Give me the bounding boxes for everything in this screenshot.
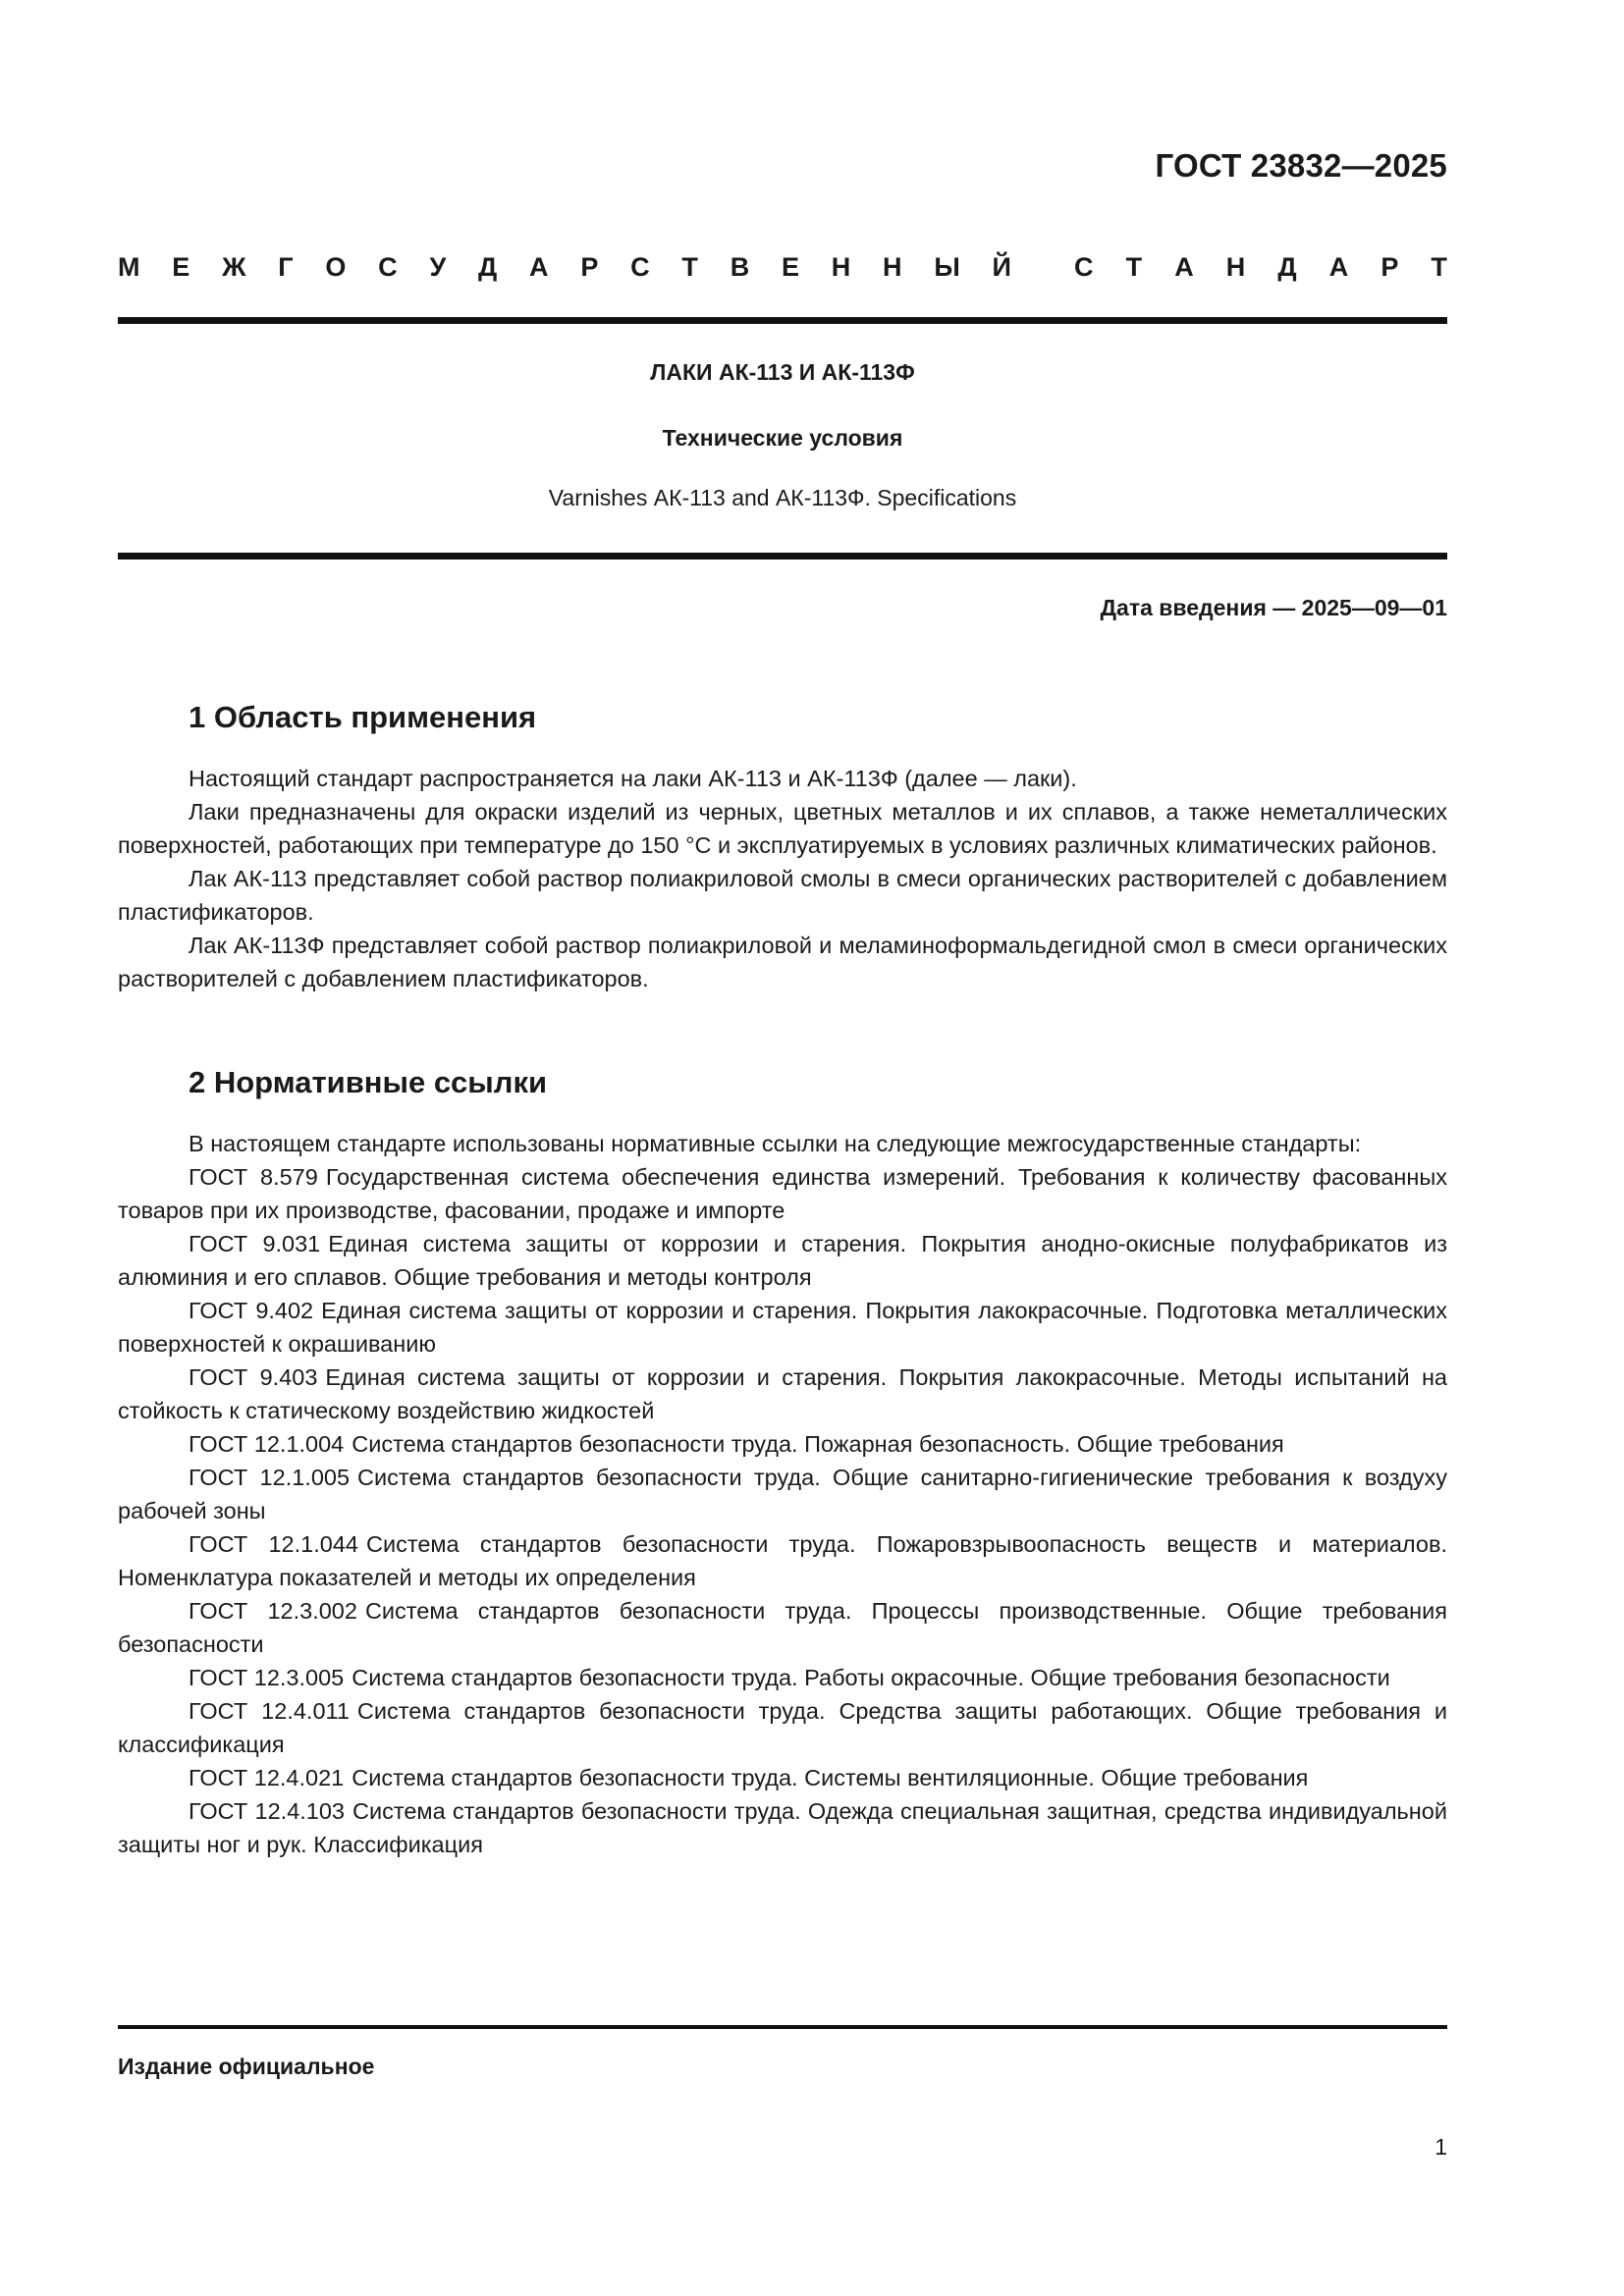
- banner-letter: О: [325, 252, 347, 282]
- banner-letter: Д: [1277, 252, 1297, 282]
- banner-letter: Н: [831, 252, 851, 282]
- section-scope-body: [118, 762, 1447, 995]
- reference-code: ГОСТ 9.403: [189, 1364, 318, 1390]
- reference-title: Система стандартов безопасности труда. Пожарная безопасность. Общие требования: [352, 1431, 1284, 1457]
- banner-letter: У: [429, 252, 447, 282]
- banner-letter: Д: [478, 252, 498, 282]
- section-heading-scope: 1 Область применения: [189, 700, 537, 734]
- interstate-standard-banner: [118, 252, 1447, 283]
- banner-letter: Р: [1380, 252, 1399, 282]
- banner-letter: Н: [883, 252, 902, 282]
- reference-item: [118, 1661, 1447, 1694]
- paragraph: Лак АК-113 представляет собой раствор полиакриловой смолы в смеси органических растворителей с добавлением пластификаторов.: [118, 866, 1447, 925]
- banner-letter: Ж: [222, 252, 246, 282]
- banner-letter: Е: [172, 252, 190, 282]
- reference-item: [118, 1761, 1447, 1794]
- reference-title: Система стандартов безопасности труда. Работы окрасочные. Общие требования безопасности: [352, 1665, 1390, 1690]
- document-subtitle: Технические условия: [662, 425, 903, 451]
- reference-item: [118, 1694, 1447, 1761]
- section-references-body: [118, 1127, 1447, 1861]
- reference-item: [118, 1794, 1447, 1861]
- banner-letter: Ы: [934, 252, 960, 282]
- banner-letter: Т: [1431, 252, 1447, 282]
- footer-divider: [118, 2025, 1447, 2029]
- interstate-word: [118, 252, 1011, 283]
- reference-item: [118, 1294, 1447, 1361]
- reference-item: [118, 1361, 1447, 1427]
- banner-letter: Р: [580, 252, 599, 282]
- banner-letter: А: [1328, 252, 1349, 282]
- section-heading-normative-references: 2 Нормативные ссылки: [189, 1065, 548, 1099]
- reference-item: [118, 1427, 1447, 1461]
- gost-number: ГОСТ 23832—2025: [1155, 147, 1447, 184]
- reference-code: ГОСТ 12.1.005: [189, 1465, 351, 1490]
- reference-title: Система стандартов безопасности труда. Системы вентиляционные. Общие требования: [352, 1765, 1309, 1790]
- reference-code: ГОСТ 9.031: [189, 1231, 321, 1256]
- banner-letter: Н: [1225, 252, 1246, 282]
- banner-letter: Т: [681, 252, 698, 282]
- banner-letter: Й: [992, 252, 1011, 282]
- banner-letter: С: [378, 252, 398, 282]
- paragraph: Лаки предназначены для окраски изделий из черных, цветных металлов и их сплавов, а также неметаллических поверхностей, работающих при температуре до 150 °С и эксплуатируемых в условиях различных климатических районов.: [118, 799, 1447, 858]
- banner-letter: В: [730, 252, 750, 282]
- official-edition-label: Издание официальное: [118, 2054, 375, 2079]
- reference-title: Система стандартов безопасности труда. Средства защиты работающих. Общие требования и классификация: [118, 1698, 1448, 1757]
- reference-code: ГОСТ 12.4.011: [189, 1698, 350, 1724]
- reference-item: [118, 1594, 1447, 1661]
- reference-title: Система стандартов безопасности труда. Процессы производственные. Общие требования безопасности: [118, 1598, 1447, 1657]
- reference-code: ГОСТ 12.3.005: [189, 1665, 345, 1690]
- reference-item: [118, 1461, 1447, 1527]
- title-divider: [118, 553, 1447, 560]
- page-number: 1: [1435, 2134, 1447, 2160]
- reference-title: Система стандартов безопасности труда. Общие санитарно-гигиенические требования к воздуху рабочей зоны: [118, 1465, 1447, 1523]
- banner-letter: С: [630, 252, 650, 282]
- reference-title: Единая система защиты от коррозии и старения. Покрытия лакокрасочные. Методы испытаний на стойкость к статическому воздействию жидкостей: [118, 1364, 1447, 1423]
- reference-code: ГОСТ 12.4.103: [189, 1798, 345, 1824]
- english-title: Varnishes АК-113 and АК-113Ф. Specifications: [548, 485, 1017, 510]
- reference-title: Система стандартов безопасности труда. Пожаровзрывоопасность веществ и материалов. Номенклатура показателей и методы их определения: [118, 1531, 1447, 1590]
- document-title: ЛАКИ АК-113 И АК-113Ф: [650, 359, 915, 385]
- introduction-date: Дата введения — 2025—09—01: [1100, 595, 1447, 620]
- reference-code: ГОСТ 8.579: [189, 1164, 318, 1190]
- references-intro: В настоящем стандарте использованы нормативные ссылки на следующие межгосударственные стандарты:: [189, 1131, 1362, 1156]
- reference-code: ГОСТ 12.1.004: [189, 1431, 345, 1457]
- banner-letter: Т: [1125, 252, 1143, 282]
- banner-letter: А: [1174, 252, 1194, 282]
- banner-letter: С: [1074, 252, 1094, 282]
- reference-code: ГОСТ 9.402: [189, 1298, 314, 1323]
- reference-item: [118, 1527, 1447, 1594]
- paragraph: Лак АК-113Ф представляет собой раствор полиакриловой и меламиноформальдегидной смол в смеси органических растворителей с добавлением пластификаторов.: [118, 933, 1447, 991]
- reference-item: [118, 1227, 1447, 1294]
- reference-title: Единая система защиты от коррозии и старения. Покрытия лакокрасочные. Подготовка металлических поверхностей к окрашиванию: [118, 1298, 1447, 1357]
- reference-title: Система стандартов безопасности труда. Одежда специальная защитная, средства индивидуальной защиты ног и рук. Классификация: [118, 1798, 1447, 1857]
- banner-letter: А: [529, 252, 549, 282]
- reference-title: Государственная система обеспечения единства измерений. Требования к количеству фасованных товаров при их производстве, фасовании, продаже и импорте: [118, 1164, 1447, 1223]
- standard-word: [1074, 252, 1447, 283]
- paragraph: Настоящий стандарт распространяется на лаки АК-113 и АК-113Ф (далее — лаки).: [189, 766, 1077, 791]
- reference-code: ГОСТ 12.1.044: [189, 1531, 358, 1557]
- reference-code: ГОСТ 12.3.002: [189, 1598, 357, 1624]
- banner-letter: М: [118, 252, 140, 282]
- reference-item: [118, 1160, 1447, 1227]
- reference-code: ГОСТ 12.4.021: [189, 1765, 345, 1790]
- banner-letter: Г: [278, 252, 294, 282]
- reference-title: Единая система защиты от коррозии и старения. Покрытия анодно-окисные полуфабрикатов из алюминия и его сплавов. Общие требования и методы контроля: [118, 1231, 1447, 1290]
- banner-letter: Е: [781, 252, 799, 282]
- top-divider: [118, 317, 1447, 324]
